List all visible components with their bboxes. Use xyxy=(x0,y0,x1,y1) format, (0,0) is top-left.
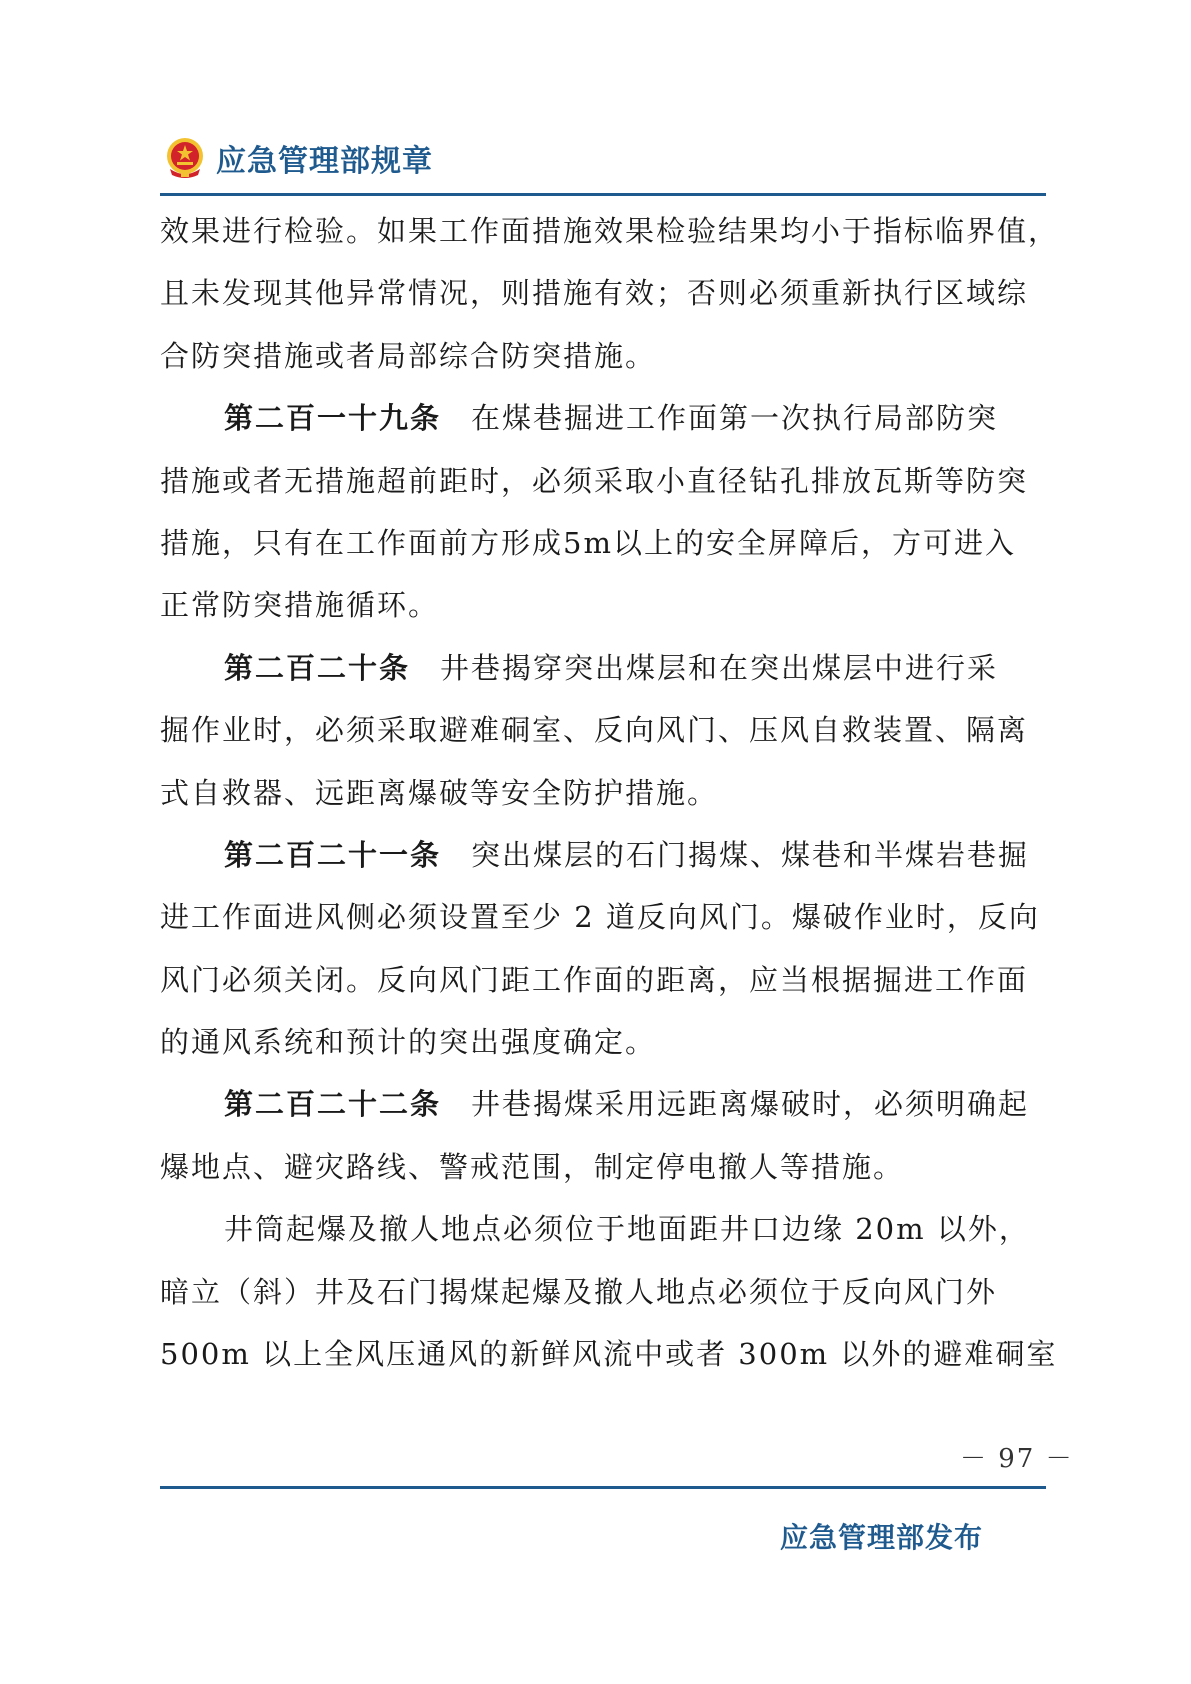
header-title: 应急管理部规章 xyxy=(216,144,433,179)
article-number: 第二百一十九条 xyxy=(224,401,442,436)
footer-publisher: 应急管理部发布 xyxy=(780,1521,984,1554)
text-line: 500m 以上全风压通风的新鲜风流中或者 300m 以外的避难硐室 xyxy=(160,1337,1058,1372)
text-line: 合防突措施或者局部综合防突措施。 xyxy=(160,338,657,373)
text-line: 且未发现其他异常情况，则措施有效；否则必须重新执行区域综 xyxy=(160,276,1029,311)
footer-divider xyxy=(160,1486,1046,1489)
article-first-line xyxy=(160,637,1050,699)
article-first-line xyxy=(160,387,1050,449)
text-line: 井巷揭穿突出煤层和在突出煤层中进行采 xyxy=(440,650,999,685)
text-line: 正常防突措施循环。 xyxy=(160,588,440,623)
national-emblem-icon xyxy=(162,135,208,181)
text-line: 掘作业时，必须采取避难硐室、反向风门、压风自救装置、隔离 xyxy=(160,713,1029,748)
text-line: 突出煤层的石门揭煤、煤巷和半煤岩巷掘 xyxy=(471,837,1030,872)
text-line: 爆地点、避灾路线、警戒范围，制定停电撤人等措施。 xyxy=(160,1149,905,1184)
text-line: 措施或者无措施超前距时，必须采取小直径钻孔排放瓦斯等防突 xyxy=(160,463,1029,498)
header-divider xyxy=(160,193,1046,196)
page-header xyxy=(162,128,433,188)
article-number: 第二百二十二条 xyxy=(224,1087,442,1122)
text-line: 井巷揭煤采用远距离爆破时，必须明确起 xyxy=(471,1087,1030,1122)
article-first-line xyxy=(160,824,1050,886)
article-number: 第二百二十一条 xyxy=(224,837,442,872)
article-number: 第二百二十条 xyxy=(224,650,411,685)
text-line: 风门必须关闭。反向风门距工作面的距离，应当根据掘进工作面 xyxy=(160,962,1029,997)
text-line: 进工作面进风侧必须设置至少 2 道反向风门。爆破作业时，反向 xyxy=(160,900,1040,935)
text-line: 在煤巷掘进工作面第一次执行局部防突 xyxy=(471,401,999,436)
page-number: － 97 － xyxy=(960,1444,1074,1474)
text-line: 的通风系统和预计的突出强度确定。 xyxy=(160,1025,657,1060)
body-text xyxy=(160,200,1060,1385)
text-line: 井筒起爆及撤人地点必须位于地面距井口边缘 20m 以外， xyxy=(224,1212,1030,1247)
text-line: 式自救器、远距离爆破等安全防护措施。 xyxy=(160,775,719,810)
article-first-line xyxy=(160,1073,1050,1135)
text-line: 措施，只有在工作面前方形成5m以上的安全屏障后，方可进入 xyxy=(160,525,1016,560)
text-line: 暗立（斜）井及石门揭煤起爆及撤人地点必须位于反向风门外 xyxy=(160,1274,998,1309)
text-line: 效果进行检验。如果工作面措施效果检验结果均小于指标临界值， xyxy=(160,214,1060,248)
